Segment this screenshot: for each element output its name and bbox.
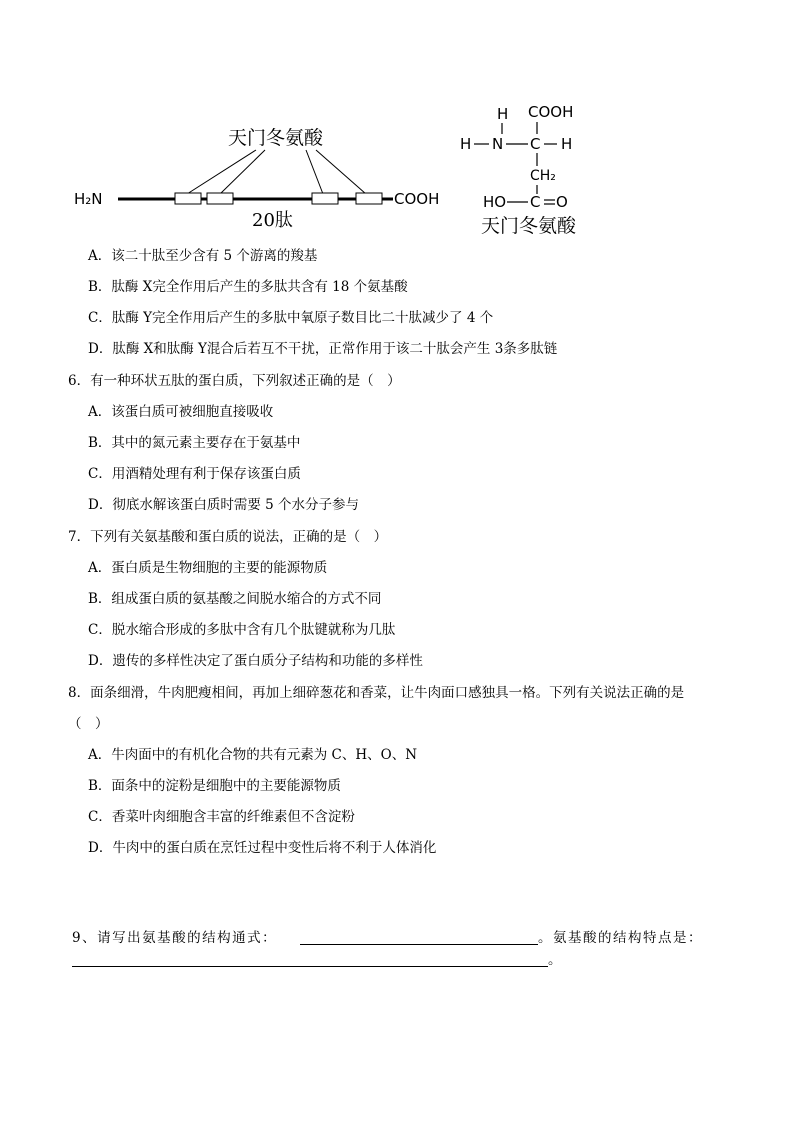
svg-text:H: H [497, 105, 509, 123]
q6-option-b: B．其中的氮元素主要存在于氨基中 [88, 435, 301, 451]
q7-option-d: D．遗传的多样性决定了蛋白质分子结构和功能的多样性 [88, 653, 423, 669]
q5-option-c: C．肽酶 Y完全作用后产生的多肽中氧原子数目比二十肽减少了 4 个 [88, 310, 494, 326]
q6-option-a: A．该蛋白质可被细胞直接吸收 [88, 404, 274, 420]
svg-text:CH₂: CH₂ [530, 168, 556, 184]
q5-option-a: A．该二十肽至少含有 5 个游离的羧基 [88, 248, 318, 264]
q8-option-b: B．面条中的淀粉是细胞中的主要能源物质 [88, 778, 341, 794]
q9-prefix: 9、请写出氨基酸的结构通式： [72, 930, 278, 946]
q8-option-a: A．牛肉面中的有机化合物的共有元素为 C、H、O、N [88, 747, 418, 763]
svg-text:O: O [556, 193, 568, 211]
svg-text:C: C [530, 193, 541, 211]
chain-label: 20肽 [252, 210, 293, 231]
svg-text:N: N [492, 135, 504, 153]
svg-text:COOH: COOH [528, 103, 574, 121]
q7-option-b: B．组成蛋白质的氨基酸之间脱水缩合的方式不同 [88, 591, 382, 607]
q7-option-a: A．蛋白质是生物细胞的主要的能源物质 [88, 560, 328, 576]
q9-end: 。 [548, 952, 562, 968]
q6-option-d: D．彻底水解该蛋白质时需要 5 个水分子参与 [88, 497, 359, 513]
q6-option-c: C．用酒精处理有利于保存该蛋白质 [88, 466, 301, 482]
h2n-group: H₂N [74, 190, 103, 208]
q5-option-d: D．肽酶 X和肽酶 Y混合后若互不干扰，正常作用于该二十肽会产生 3条多肽链 [88, 341, 558, 357]
q5-option-b: B．肽酶 X完全作用后产生的多肽共含有 18 个氨基酸 [88, 279, 408, 295]
peptide-chain-figure [60, 118, 460, 240]
aspartic-acid-label: 天门冬氨酸 [228, 127, 324, 149]
structure-caption: 天门冬氨酸 [481, 215, 577, 237]
svg-text:C: C [530, 135, 541, 153]
q6-stem: 6．有一种环状五肽的蛋白质，下列叙述正确的是（ ） [68, 373, 401, 389]
q7-stem: 7．下列有关氨基酸和蛋白质的说法，正确的是（ ） [68, 529, 388, 545]
svg-text:HO: HO [483, 193, 507, 211]
q7-option-c: C．脱水缩合形成的多肽中含有几个肽键就称为几肽 [88, 622, 396, 638]
cooh-group: COOH [394, 190, 440, 208]
q9-middle: 。氨基酸的结构特点是： [538, 930, 703, 946]
q8-option-d: D．牛肉中的蛋白质在烹饪过程中变性后将不利于人体消化 [88, 840, 437, 856]
aspartic-acid-structure [455, 96, 605, 246]
q8-stem: 8．面条细滑，牛肉肥瘦相间，再加上细碎葱花和香菜，让牛肉面口感独具一格。下列有关说法正确的是 [68, 685, 685, 701]
q8-option-c: C．香菜叶肉细胞含丰富的纤维素但不含淀粉 [88, 809, 355, 825]
svg-text:H: H [561, 135, 573, 153]
structure-feature-blank[interactable] [72, 966, 548, 967]
svg-text:H: H [460, 135, 472, 153]
structure-formula-blank[interactable] [300, 944, 538, 945]
q8-answer-bracket: （ ） [68, 716, 109, 732]
